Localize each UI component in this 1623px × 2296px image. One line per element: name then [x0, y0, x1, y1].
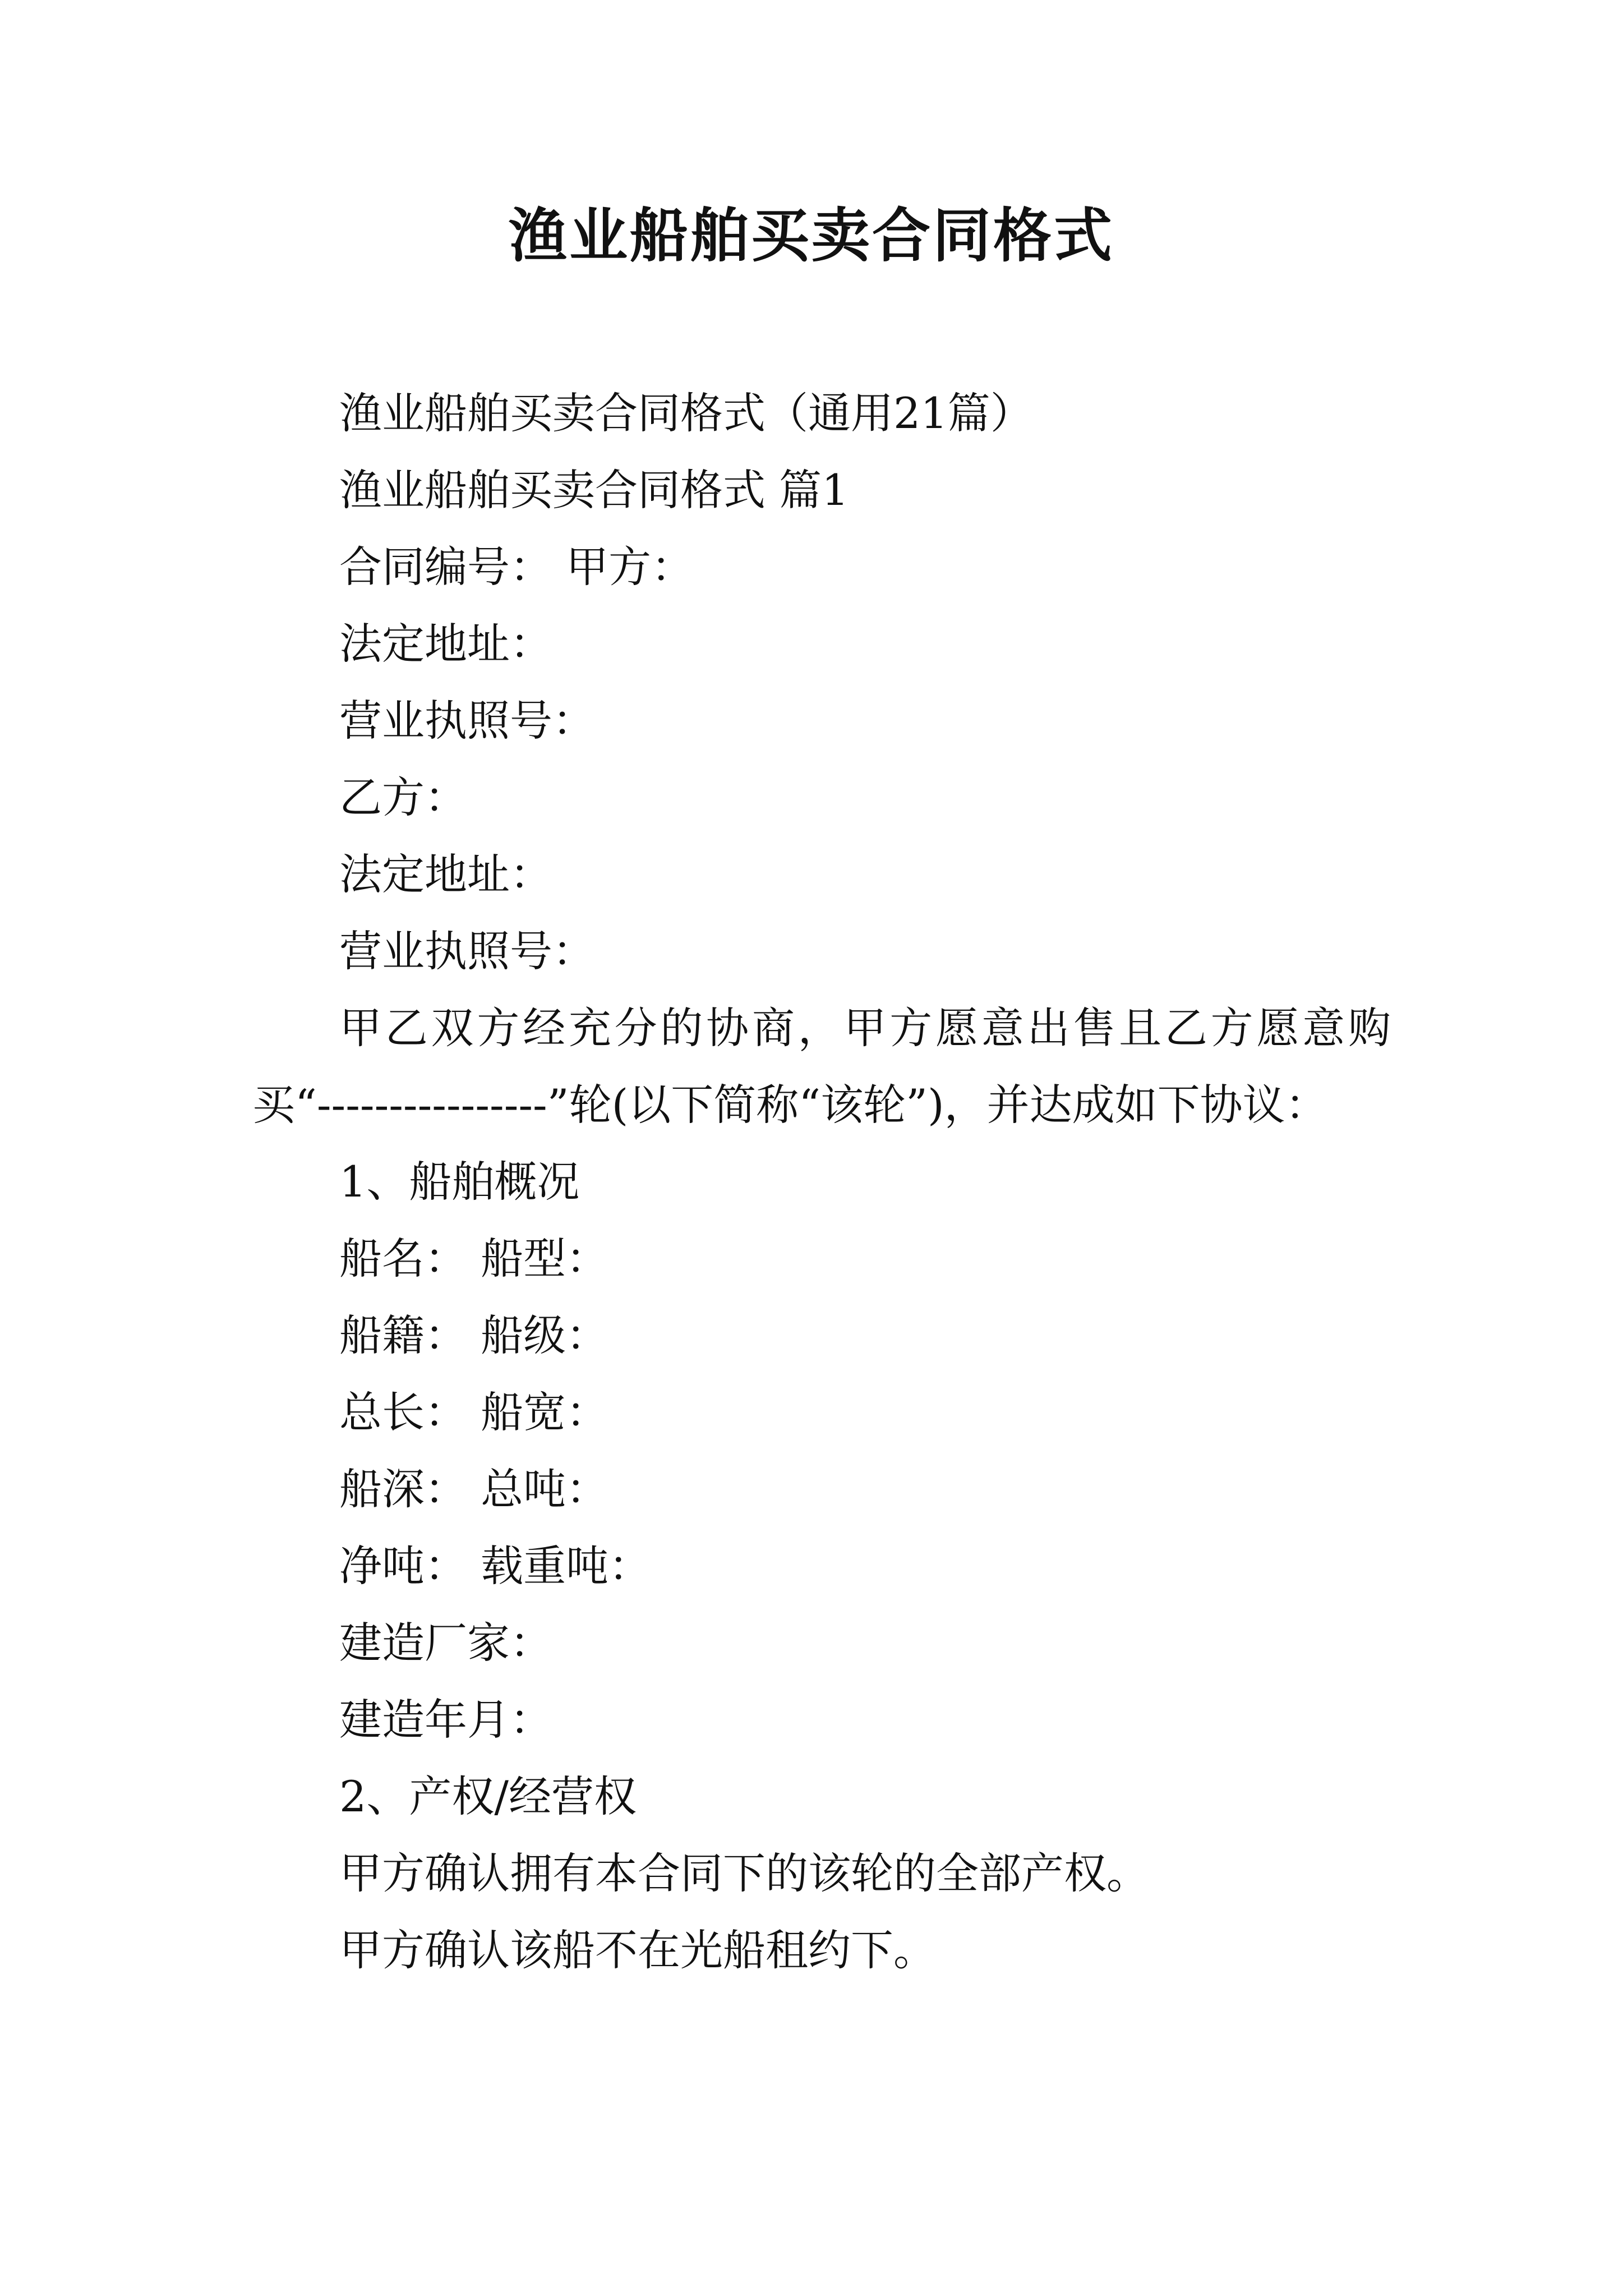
- ship-name-type: 船名： 船型：: [339, 1234, 609, 1283]
- doc-subtitle: 渔业船舶买卖合同格式（通用21篇）: [339, 388, 1033, 438]
- build-date: 建造年月：: [339, 1695, 552, 1745]
- agreement-paragraph: 甲乙双方经充分的协商，甲方愿意出售且乙方愿意购买“----------------”轮(以下简称“该轮”)，并达成如下协议：: [252, 1003, 1391, 1130]
- party-b-license: 营业执照号：: [339, 926, 595, 976]
- charter-statement: 甲方确认该船不在光船租约下。: [339, 1925, 936, 1975]
- party-b-address: 法定地址：: [339, 849, 552, 899]
- clause-heading-ship-overview: 1、船舶概况: [339, 1157, 580, 1207]
- clause-heading-ownership: 2、产权/经营权: [339, 1772, 637, 1821]
- ownership-statement: 甲方确认拥有本合同下的该轮的全部产权。: [339, 1848, 1149, 1898]
- party-b-line: 乙方：: [339, 772, 467, 822]
- contract-number-line: 合同编号： 甲方：: [339, 542, 694, 592]
- party-a-address: 法定地址：: [339, 619, 552, 669]
- party-a-license: 营业执照号：: [339, 696, 595, 746]
- shipbuilder: 建造厂家：: [339, 1618, 552, 1668]
- document-body: [252, 375, 1391, 1989]
- ship-length-beam: 总长： 船宽：: [339, 1387, 609, 1437]
- section-heading: 渔业船舶买卖合同格式 篇1: [339, 465, 849, 515]
- ship-depth-gross-tonnage: 船深： 总吨：: [339, 1464, 609, 1514]
- ship-net-deadweight-tonnage: 净吨： 载重吨：: [339, 1541, 652, 1591]
- document-title: 渔业船舶买卖合同格式: [508, 201, 1114, 270]
- ship-registry-class: 船籍： 船级：: [339, 1310, 609, 1360]
